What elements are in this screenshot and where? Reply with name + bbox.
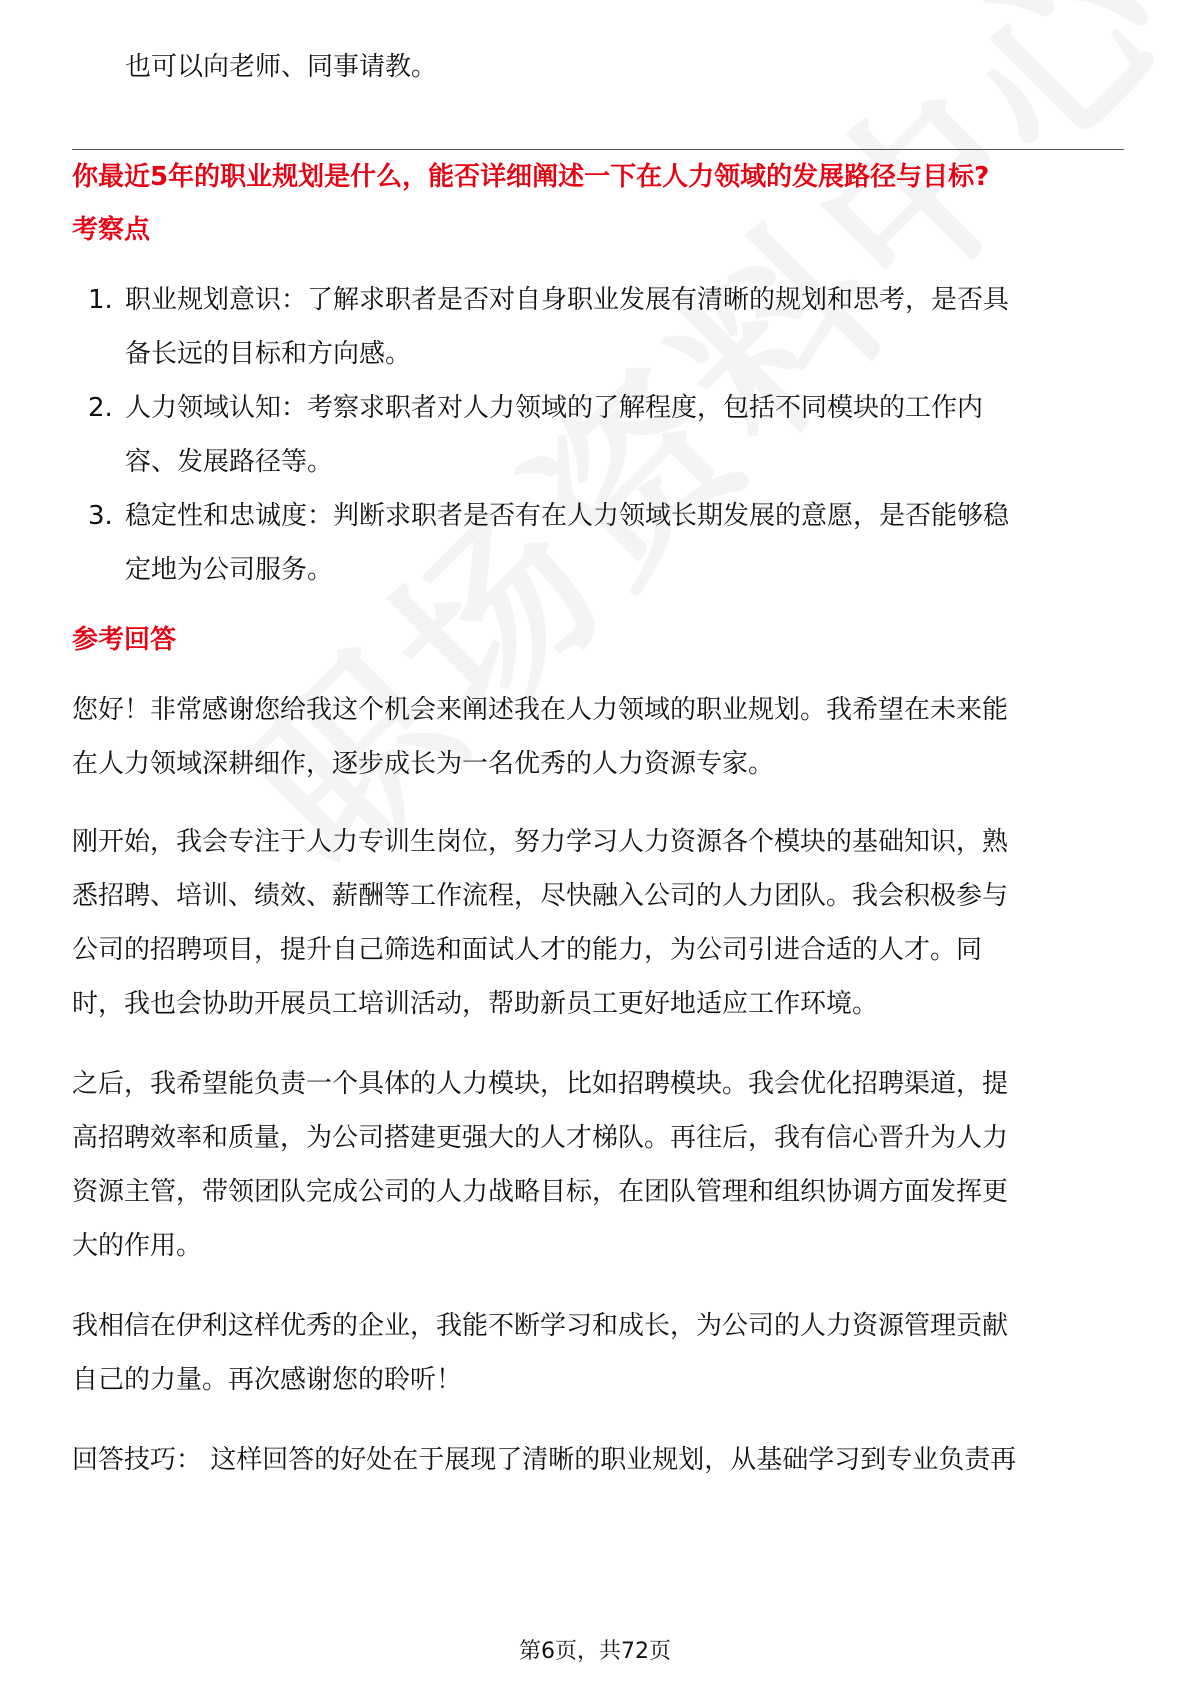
page-footer: 第6页，共72页 (519, 1639, 671, 1664)
paragraph-line: 悉招聘、培训、绩效、薪酬等工作流程，尽快融入公司的人力团队。我会积极参与 (72, 881, 1009, 911)
top-continuation-text: 也可以向老师、同事请教。 (125, 52, 438, 82)
list-number: 1. (88, 285, 113, 315)
list-item-text: 职业规划意识：了解求职者是否对自身职业发展有清晰的规划和思考，是否具 (125, 285, 1010, 315)
exam-points-heading: 考察点 (72, 215, 151, 245)
paragraph-line: 刚开始，我会专注于人力专训生岗位，努力学习人力资源各个模块的基础知识，熟 (72, 827, 1009, 857)
paragraph-line: 资源主管，带领团队完成公司的人力战略目标，在团队管理和组织协调方面发挥更 (72, 1177, 1009, 1207)
paragraph-line: 大的作用。 (72, 1231, 203, 1261)
paragraph-line: 在人力领域深耕细作，逐步成长为一名优秀的人力资源专家。 (72, 749, 775, 779)
paragraph-line: 您好！非常感谢您给我这个机会来阐述我在人力领域的职业规划。我希望在未来能 (72, 695, 1009, 725)
paragraph-line: 公司的招聘项目，提升自己筛选和面试人才的能力，为公司引进合适的人才。同 (72, 935, 983, 965)
list-number: 2. (88, 393, 113, 423)
paragraph-line: 时，我也会协助开展员工培训活动，帮助新员工更好地适应工作环境。 (72, 989, 879, 1019)
list-item-text: 稳定性和忠诚度：判断求职者是否有在人力领域长期发展的意愿，是否能够稳 (125, 501, 1010, 531)
list-item-text: 备长远的目标和方向感。 (125, 339, 412, 369)
paragraph-line: 回答技巧： 这样回答的好处在于展现了清晰的职业规划，从基础学习到专业负责再 (72, 1445, 1017, 1475)
paragraph-line: 自己的力量。再次感谢您的聆听！ (72, 1365, 463, 1395)
question-heading: 你最近5年的职业规划是什么，能否详细阐述一下在人力领域的发展路径与目标? (72, 162, 990, 192)
section-divider (72, 149, 1124, 150)
list-item-text: 容、发展路径等。 (125, 447, 334, 477)
list-number: 3. (88, 501, 113, 531)
paragraph-line: 我相信在伊利这样优秀的企业，我能不断学习和成长，为公司的人力资源管理贡献 (72, 1311, 1009, 1341)
list-item-text: 定地为公司服务。 (125, 555, 334, 585)
paragraph-line: 之后，我希望能负责一个具体的人力模块，比如招聘模块。我会优化招聘渠道，提 (72, 1069, 1009, 1099)
list-item-text: 人力领域认知：考察求职者对人力领域的了解程度，包括不同模块的工作内 (125, 393, 984, 423)
paragraph-line: 高招聘效率和质量，为公司搭建更强大的人才梯队。再往后，我有信心晋升为人力 (72, 1123, 1009, 1153)
reference-answer-heading: 参考回答 (72, 625, 177, 655)
